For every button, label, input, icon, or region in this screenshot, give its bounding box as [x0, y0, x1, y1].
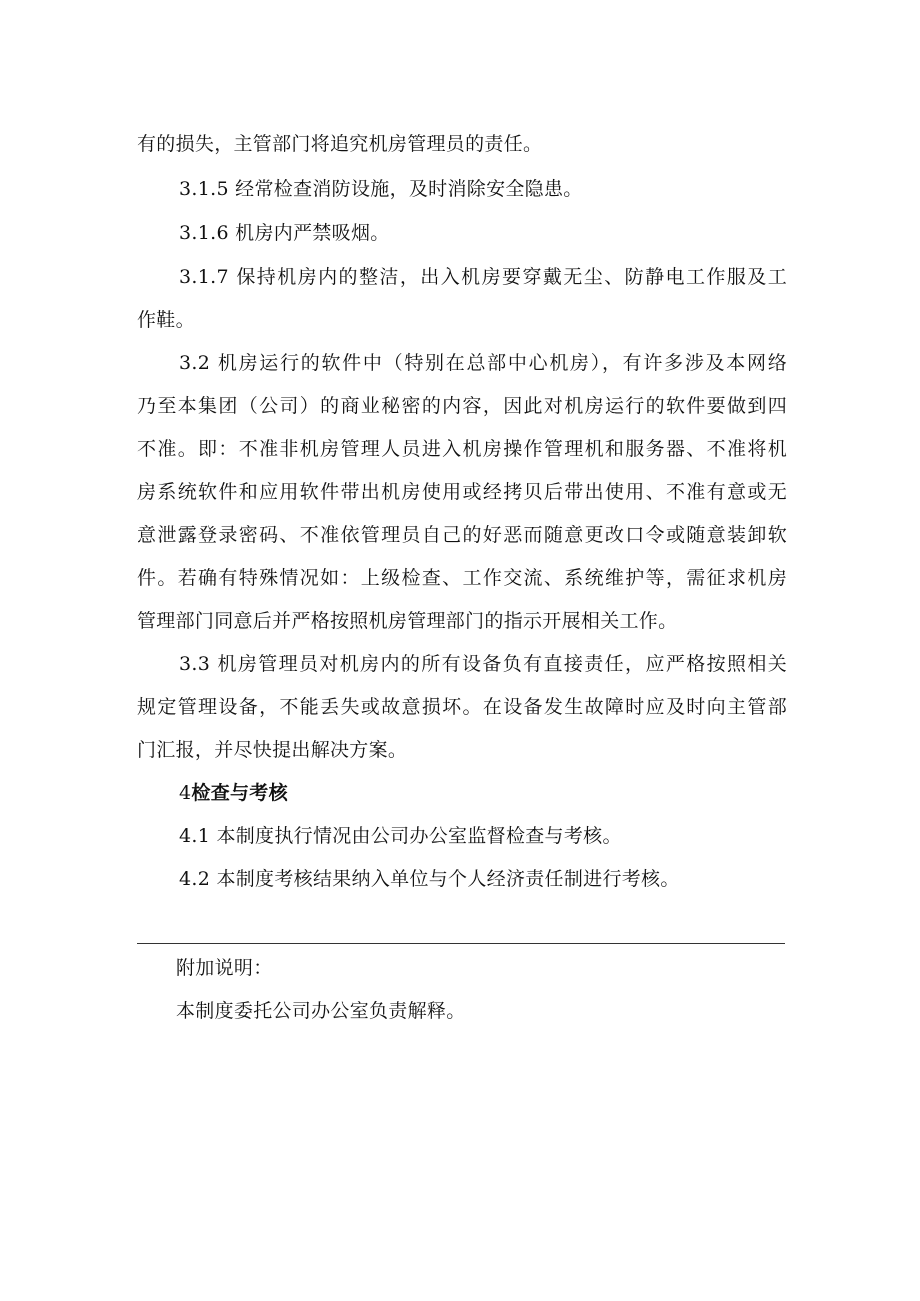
clause-3-1-6: 3.1.6 机房内严禁吸烟。	[179, 222, 390, 244]
clause-3-1-5: 3.1.5 经常检查消防设施，及时消除安全隐患。	[179, 178, 583, 200]
paragraph-line: 意泄露登录密码、不准依管理员自己的好恶而随意更改口令或随意装卸软	[137, 524, 787, 546]
paragraph-line: 作鞋。	[137, 309, 195, 331]
clause-3-2: 3.2 机房运行的软件中（特别在总部中心机房），有许多涉及本网络	[179, 352, 787, 374]
paragraph-line: 不准。即：不准非机房管理人员进入机房操作管理机和服务器、不准将机	[137, 438, 787, 460]
paragraph-line: 有的损失，主管部门将追究机房管理员的责任。	[137, 133, 543, 155]
section-4-number: 4	[179, 782, 192, 804]
divider-line	[137, 943, 785, 944]
paragraph-line: 房系统软件和应用软件带出机房使用或经拷贝后带出使用、不准有意或无	[137, 481, 787, 503]
section-4-title: 检查与考核	[191, 782, 288, 804]
clause-4-2: 4.2 本制度考核结果纳入单位与个人经济责任制进行考核。	[179, 868, 680, 890]
clause-4-1: 4.1 本制度执行情况由公司办公室监督检查与考核。	[179, 825, 622, 847]
clause-3-1-7: 3.1.7 保持机房内的整洁，出入机房要穿戴无尘、防静电工作服及工	[179, 266, 787, 288]
paragraph-line: 乃至本集团（公司）的商业秘密的内容，因此对机房运行的软件要做到四	[137, 395, 787, 417]
section-4-heading	[179, 781, 787, 805]
paragraph-line: 规定管理设备，不能丢失或故意损坏。在设备发生故障时应及时向主管部	[137, 696, 787, 718]
appendix-label: 附加说明：	[176, 957, 273, 979]
clause-3-3: 3.3 机房管理员对机房内的所有设备负有直接责任，应严格按照相关	[179, 653, 787, 675]
paragraph-line: 门汇报，并尽快提出解决方案。	[137, 739, 408, 761]
appendix-text: 本制度委托公司办公室负责解释。	[176, 1000, 466, 1022]
paragraph-line: 件。若确有特殊情况如：上级检查、工作交流、系统维护等，需征求机房	[137, 567, 787, 589]
paragraph-line: 管理部门同意后并严格按照机房管理部门的指示开展相关工作。	[137, 610, 678, 632]
